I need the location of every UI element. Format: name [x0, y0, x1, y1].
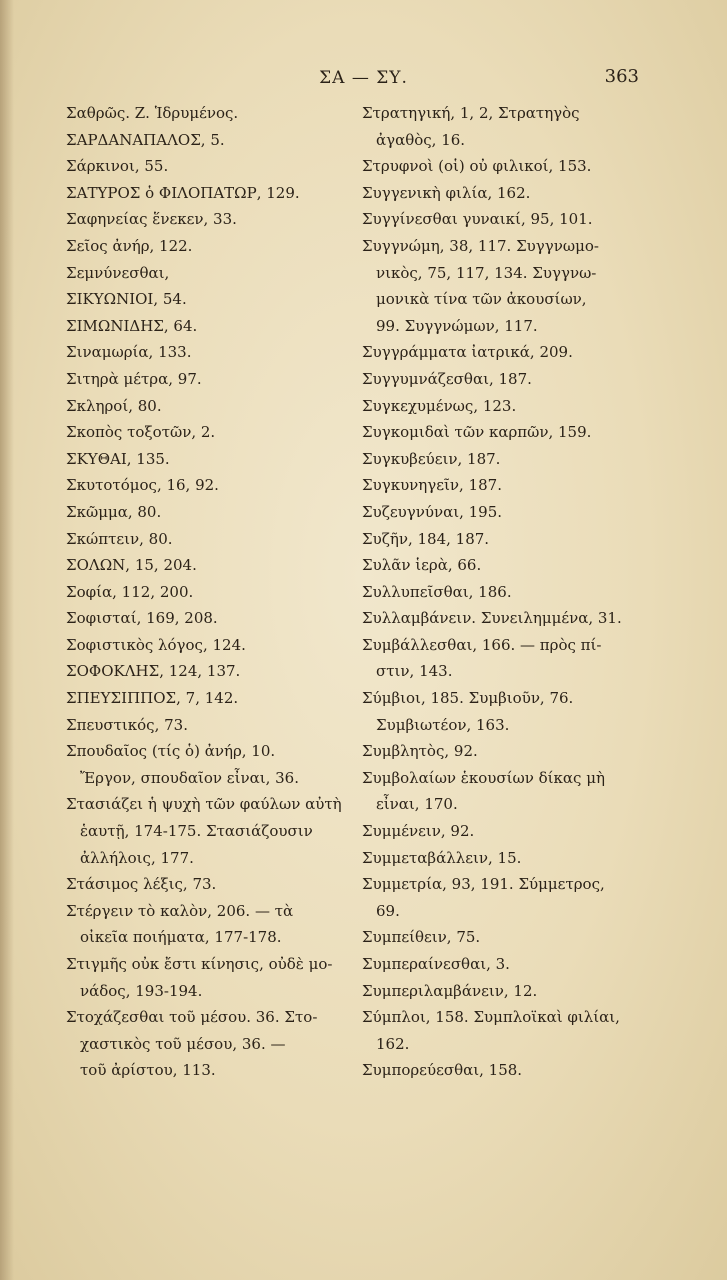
index-entry: Στρυφνοὶ (οἱ) οὐ φιλικοί, 153. — [362, 157, 592, 176]
index-entry-continuation: ἑαυτῇ, 174-175. Στασιάζουσιν — [80, 822, 313, 841]
index-entry: Σαθρῶς. Ζ. Ἱδρυμένος. — [66, 104, 239, 122]
index-entry: Συγκυνηγεῖν, 187. — [362, 476, 502, 495]
page-number: 363 — [604, 66, 639, 87]
index-entry: Σαφηνείας ἕνεκεν, 33. — [66, 210, 237, 229]
index-entry-continuation: Συμβιωτέον, 163. — [376, 715, 510, 734]
index-entry: Συγκομιδαὶ τῶν καρπῶν, 159. — [362, 423, 592, 442]
index-entry-continuation: στιν, 143. — [376, 662, 453, 681]
index-entry: Συγγενικὴ φιλία, 162. — [362, 183, 531, 202]
page-spine-shadow — [0, 0, 14, 1280]
index-entry: Συγκεχυμένως, 123. — [362, 396, 517, 415]
index-entry: Σάρκινοι, 55. — [66, 157, 169, 176]
index-entry: Σύμβιοι, 185. Συμβιοῦν, 76. — [362, 689, 574, 708]
index-entry-continuation: Ἔργον, σπουδαῖον εἶναι, 36. — [80, 768, 299, 787]
index-entry: Συμπορεύεσθαι, 158. — [362, 1061, 523, 1080]
index-entry: ΣΙΚΥΩΝΙΟΙ, 54. — [66, 290, 187, 309]
index-entry: Στιγμῆς οὐκ ἔστι κίνησις, οὐδὲ μο- — [66, 955, 333, 973]
index-entry: Συγγίνεσθαι γυναικί, 95, 101. — [362, 210, 593, 229]
index-entry: Σκληροί, 80. — [66, 396, 162, 415]
index-entry: ΣΚΥΘΑΙ, 135. — [66, 449, 170, 468]
index-entry: ΣΠΕΥΣΙΠΠΟΣ, 7, 142. — [66, 689, 239, 708]
index-entry: ΣΑΡΔΑΝΑΠΑΛΟΣ, 5. — [66, 130, 225, 149]
index-entry-continuation: 69. — [376, 901, 400, 920]
index-entry: Σεμνύνεσθαι, — [66, 263, 170, 282]
index-entry: ΣΟΛΩΝ, 15, 204. — [66, 556, 197, 575]
index-entry: Συζῆν, 184, 187. — [362, 529, 490, 548]
index-entry: Συλᾶν ἱερὰ, 66. — [362, 556, 482, 575]
index-entry-continuation: οἰκεῖα ποιήματα, 177-178. — [80, 928, 282, 947]
index-entry-continuation: εἶναι, 170. — [376, 795, 458, 814]
index-entry: Σοφισταί, 169, 208. — [66, 609, 218, 628]
index-entry: Συλλαμβάνειν. Συνειλημμένα, 31. — [362, 609, 622, 628]
index-entry-continuation: ἀγαθὸς, 16. — [376, 130, 466, 149]
index-entry: Σκοπὸς τοξοτῶν, 2. — [66, 423, 216, 442]
index-entry: Στοχάζεσθαι τοῦ μέσου. 36. Στο- — [66, 1008, 318, 1027]
index-entry-continuation: ἀλλήλοις, 177. — [80, 848, 194, 867]
index-entry-continuation: νάδος, 193-194. — [80, 981, 203, 1000]
index-column-left — [66, 100, 356, 1084]
index-entry: Συμπεραίνεσθαι, 3. — [362, 955, 510, 973]
index-entry: Συμβολαίων ἑκουσίων δίκας μὴ — [362, 768, 605, 787]
index-entry: Σκῶμμα, 80. — [66, 502, 162, 521]
index-entry-continuation: 162. — [376, 1034, 410, 1053]
index-entry: Συγγυμνάζεσθαι, 187. — [362, 369, 532, 388]
index-entry: Συγγράμματα ἰατρικά, 209. — [362, 343, 573, 362]
index-entry-continuation: τοῦ ἀρίστου, 113. — [80, 1061, 216, 1080]
index-entry: Συμβλητὸς, 92. — [362, 742, 478, 761]
running-header: ΣΑ — ΣΥ. — [319, 68, 408, 88]
index-entry: ΣΟΦΟΚΛΗΣ, 124, 137. — [66, 662, 241, 681]
index-entry: Σιναμωρία, 133. — [66, 343, 192, 362]
index-entry: Συγγνώμη, 38, 117. Συγγνωμο- — [362, 236, 599, 255]
index-entry: Σοφιστικὸς λόγος, 124. — [66, 635, 246, 654]
index-entry: Συμπείθειν, 75. — [362, 928, 481, 947]
index-entry: Συμπεριλαμβάνειν, 12. — [362, 981, 538, 1000]
index-entry: Στάσιμος λέξις, 73. — [66, 875, 217, 894]
index-entry: Σιτηρὰ μέτρα, 97. — [66, 369, 202, 388]
index-entry: Σπευστικός, 73. — [66, 715, 188, 734]
index-entry: Στασιάζει ἡ ψυχὴ τῶν φαύλων αὐτὴ — [66, 795, 342, 814]
index-entry: Συζευγνύναι, 195. — [362, 502, 503, 521]
index-entry: Συμβάλλεσθαι, 166. — πρὸς πί- — [362, 635, 602, 654]
index-entry: Σοφία, 112, 200. — [66, 582, 194, 601]
index-entry: Συμμένειν, 92. — [362, 822, 475, 841]
index-entry: ΣΙΜΩΝΙΔΗΣ, 64. — [66, 316, 198, 335]
index-entry-continuation: μονικὰ τίνα τῶν ἀκουσίων, — [376, 290, 587, 309]
index-column-right — [362, 100, 662, 1084]
index-entry: Σεῖος ἀνήρ, 122. — [66, 236, 193, 255]
index-entry: ΣΑΤΥΡΟΣ ὁ ΦΙΛΟΠΑΤΩΡ, 129. — [66, 183, 300, 202]
index-entry-continuation: 99. Συγγνώμων, 117. — [376, 316, 538, 335]
index-entry: Συλλυπεῖσθαι, 186. — [362, 582, 512, 601]
index-entry: Στρατηγική, 1, 2, Στρατηγὸς — [362, 104, 580, 122]
index-entry: Συγκυβεύειν, 187. — [362, 449, 501, 468]
index-entry: Συμμετρία, 93, 191. Σύμμετρος, — [362, 875, 605, 894]
index-entry: Σπουδαῖος (τίς ὁ) ἀνήρ, 10. — [66, 742, 276, 761]
index-entry: Σκώπτειν, 80. — [66, 529, 173, 548]
index-entry-continuation: νικὸς, 75, 117, 134. Συγγνω- — [376, 263, 597, 282]
index-entry: Σκυτοτόμος, 16, 92. — [66, 476, 219, 495]
index-entry: Συμμεταβάλλειν, 15. — [362, 848, 522, 867]
index-entry: Σύμπλοι, 158. Συμπλοϊκαὶ φιλίαι, — [362, 1008, 620, 1027]
index-entry: Στέργειν τὸ καλὸν, 206. — τὰ — [66, 901, 294, 920]
index-entry-continuation: χαστικὸς τοῦ μέσου, 36. — — [80, 1034, 286, 1053]
